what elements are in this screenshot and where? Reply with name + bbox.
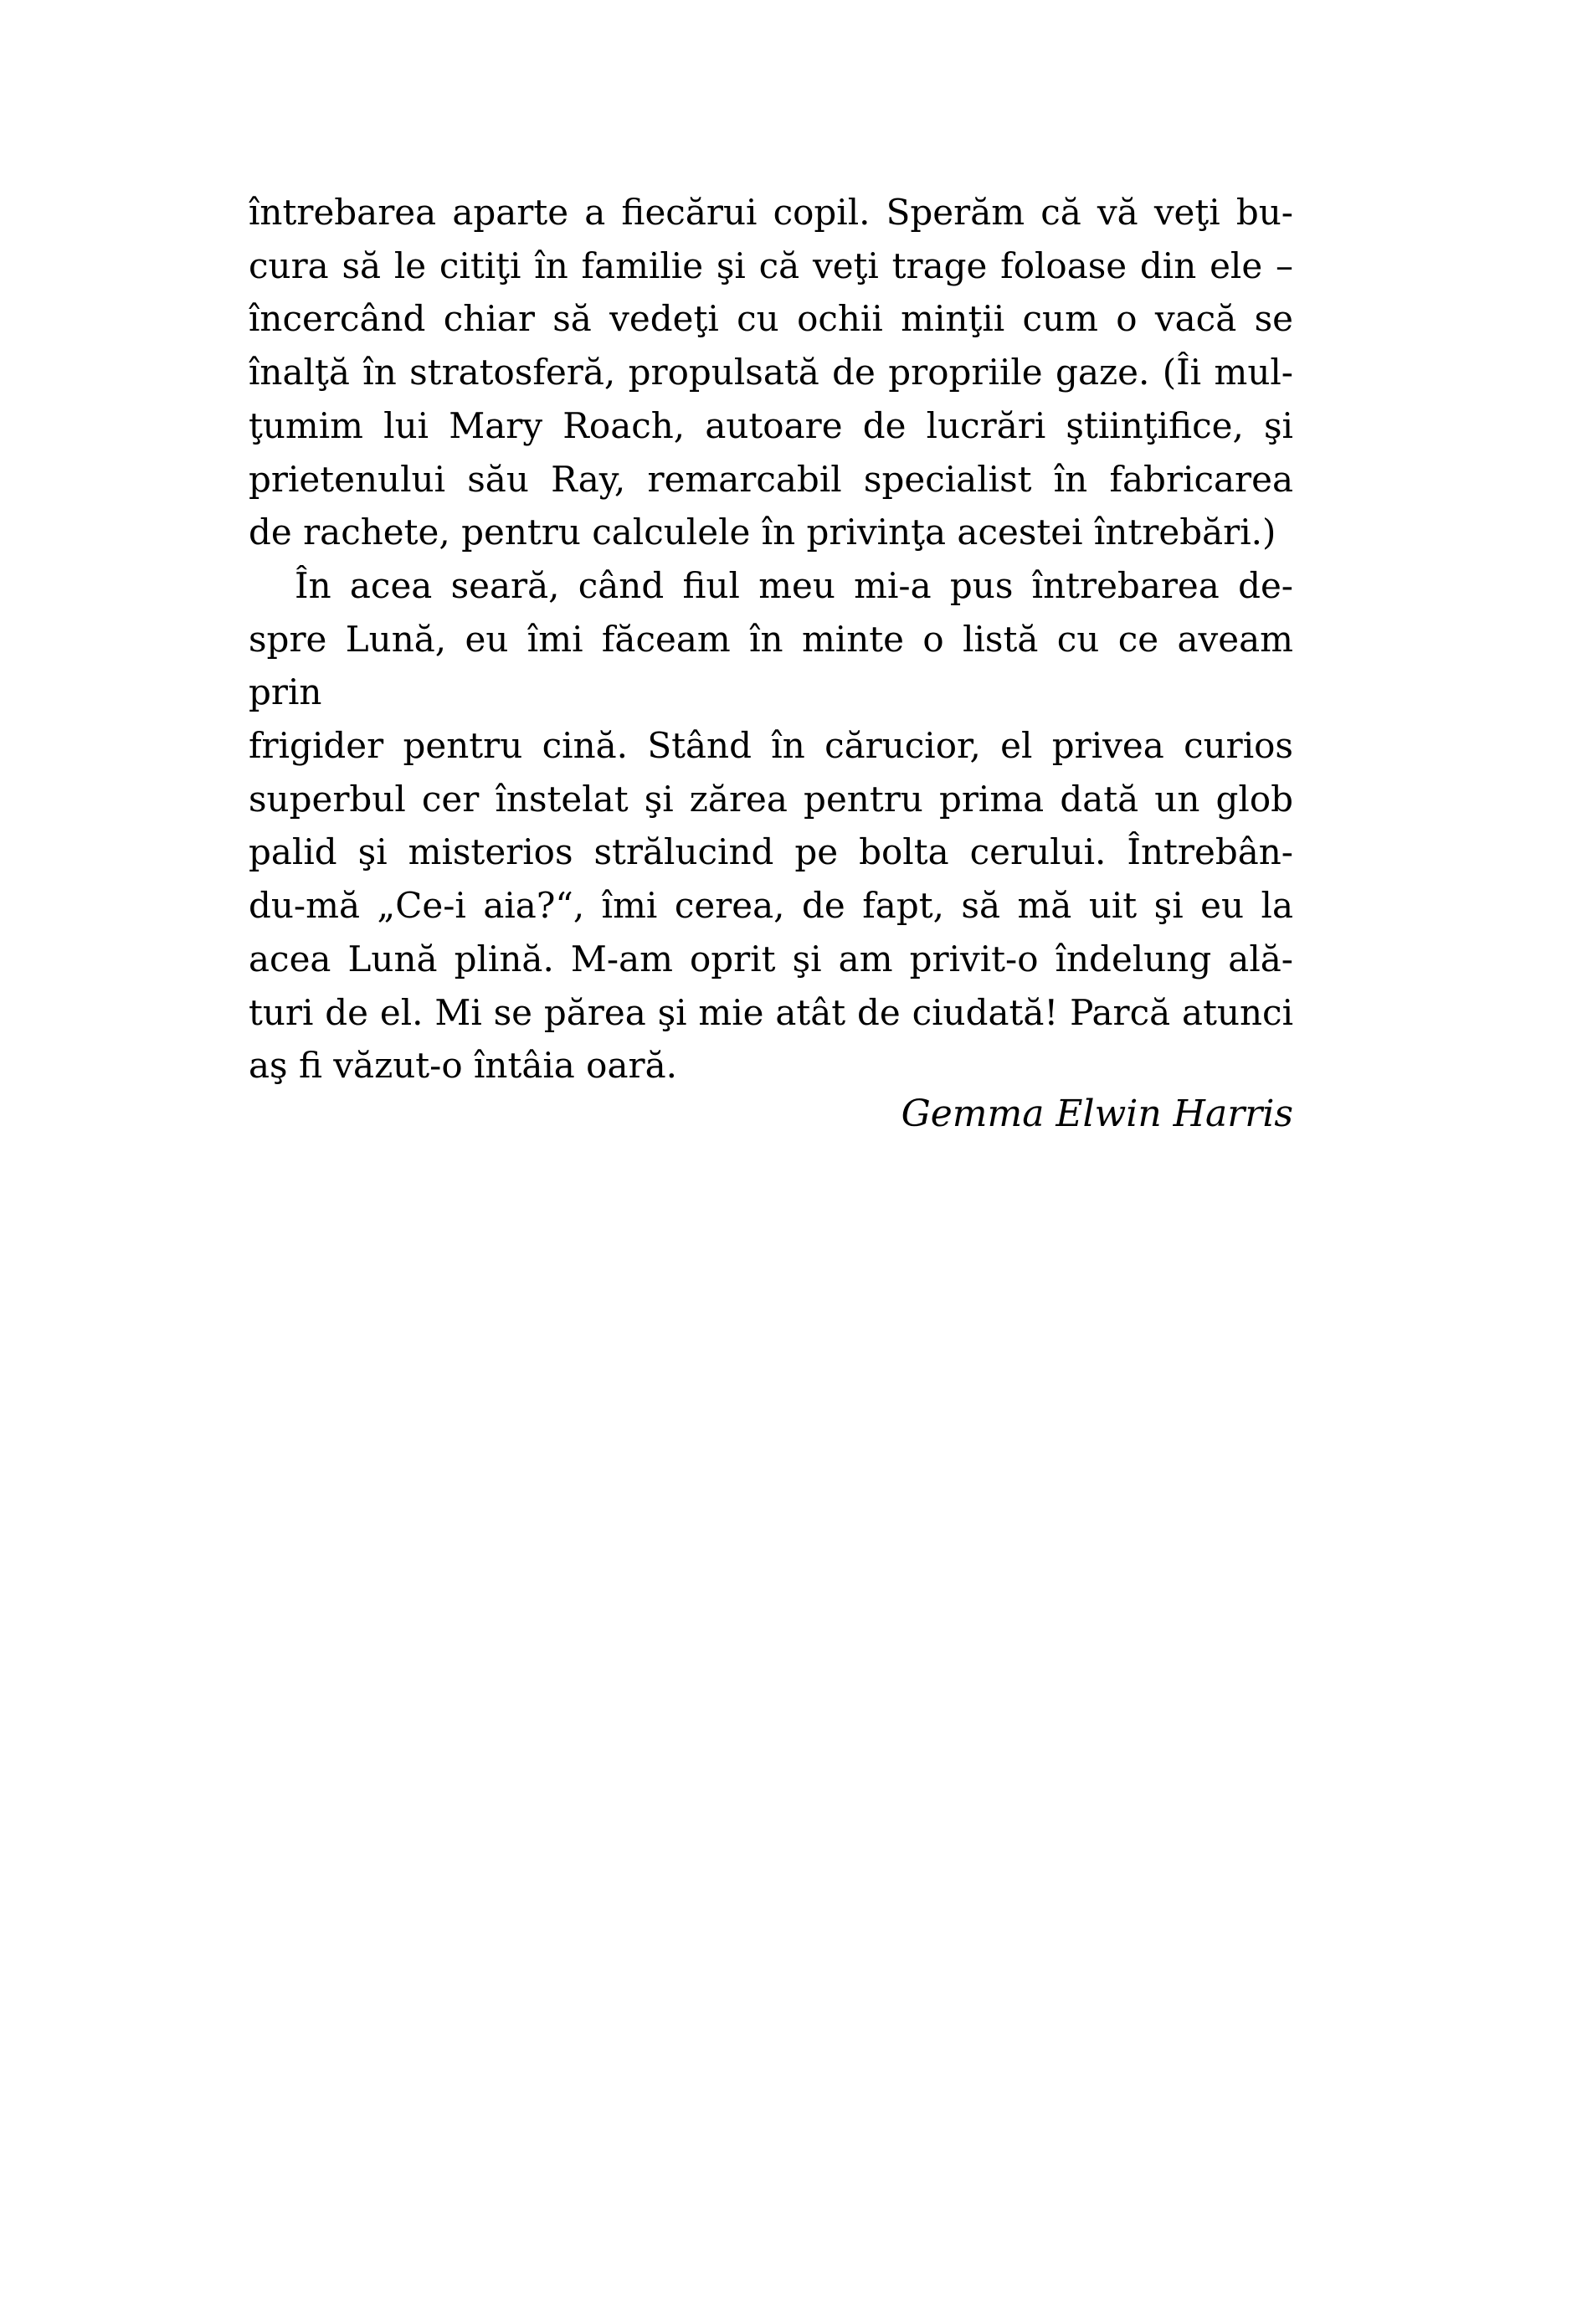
text-line: întrebarea aparte a fiecărui copil. Sperăm că vă veţi bu- — [249, 192, 1293, 233]
body-text-block — [249, 186, 1293, 1093]
text-line: du-mă „Ce-i aia?“, îmi cerea, de fapt, să mă uit şi eu la — [249, 885, 1293, 927]
text-line: cura să le citiţi în familie şi că veţi trage foloase din ele – — [249, 244, 1293, 286]
text-line: prietenului său Ray, remarcabil specialist în fabricarea — [249, 458, 1293, 500]
text-line-paragraph-end: aş fi văzut-o întâia oară. — [249, 1045, 677, 1087]
text-line: ţumim lui Mary Roach, autoare de lucrări ştiinţifice, şi — [249, 404, 1293, 446]
text-line: înalţă în stratosferă, propulsată de propriile gaze. (Îi mul- — [249, 352, 1293, 393]
text-line: superbul cer înstelat şi zărea pentru prima dată un glob — [249, 778, 1293, 820]
text-line: palid şi misterios strălucind pe bolta cerului. Întrebân- — [249, 831, 1293, 873]
text-line: turi de el. Mi se părea şi mie atât de ciudată! Parcă atunci — [249, 991, 1293, 1033]
text-line: acea Lună plină. M-am oprit şi am privit-o îndelung ală- — [249, 938, 1293, 979]
text-line: spre Lună, eu îmi făceam în minte o listă cu ce aveam prin — [249, 618, 1293, 713]
author-signature: Gemma Elwin Harris — [901, 1093, 1293, 1135]
text-line: încercând chiar să vedeţi cu ochii minţii cum o vacă se — [249, 298, 1293, 340]
text-line: de rachete, pentru calculele în privinţa acestei întrebări.) — [249, 512, 1276, 553]
text-line-paragraph-start: În acea seară, când fiul meu mi-a pus întrebarea de- — [295, 564, 1293, 606]
text-line: frigider pentru cină. Stând în cărucior, el privea curios — [249, 725, 1293, 767]
